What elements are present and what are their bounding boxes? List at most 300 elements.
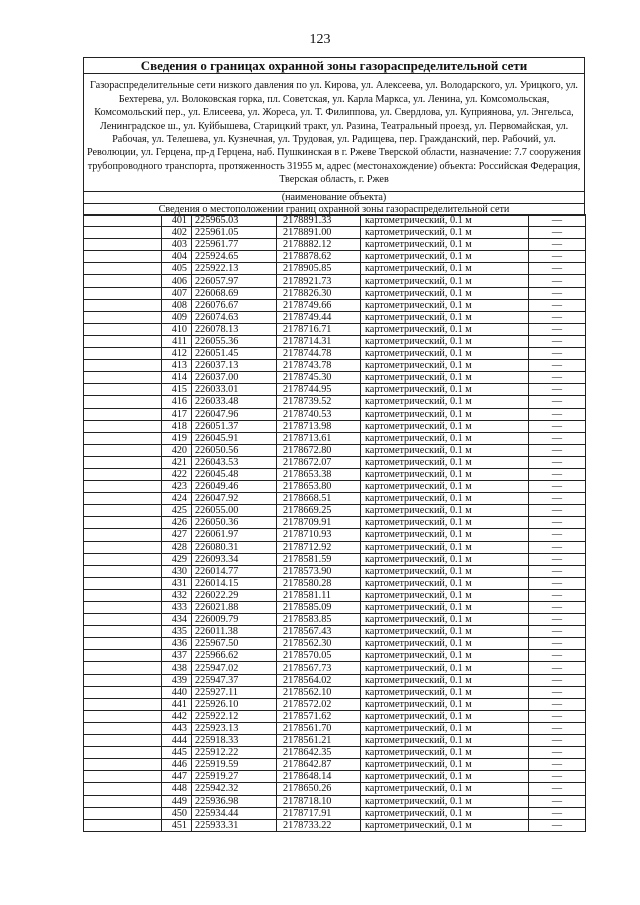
description-cell: — [529,541,586,553]
method-cell: картометрический, 0.1 м [361,698,529,710]
x-coordinate-cell: 226057.97 [192,275,277,287]
method-cell: картометрический, 0.1 м [361,686,529,698]
point-number-cell: 419 [162,432,192,444]
table-row [84,638,586,650]
point-number-cell: 418 [162,420,192,432]
description-cell: — [529,589,586,601]
table-row [84,735,586,747]
point-number-cell: 449 [162,795,192,807]
description-cell: — [529,577,586,589]
point-number-cell: 436 [162,638,192,650]
description-cell: — [529,505,586,517]
method-cell: картометрический, 0.1 м [361,311,529,323]
method-cell: картометрический, 0.1 м [361,553,529,565]
method-cell: картометрический, 0.1 м [361,735,529,747]
description-cell: — [529,759,586,771]
x-coordinate-cell: 225919.59 [192,759,277,771]
y-coordinate-cell: 2178745.30 [277,372,361,384]
x-coordinate-cell: 226051.37 [192,420,277,432]
x-coordinate-cell: 225936.98 [192,795,277,807]
table-row [84,517,586,529]
blank-cell [84,614,162,626]
blank-cell [84,771,162,783]
y-coordinate-cell: 2178921.73 [277,275,361,287]
table-row [84,807,586,819]
point-number-cell: 442 [162,710,192,722]
y-coordinate-cell: 2178709.91 [277,517,361,529]
method-cell: картометрический, 0.1 м [361,747,529,759]
description-cell: — [529,396,586,408]
x-coordinate-cell: 225961.05 [192,227,277,239]
table-row [84,589,586,601]
table-row [84,348,586,360]
blank-cell [84,565,162,577]
table-row [84,626,586,638]
point-number-cell: 433 [162,602,192,614]
description-cell: — [529,227,586,239]
table-row [84,650,586,662]
y-coordinate-cell: 2178669.25 [277,505,361,517]
y-coordinate-cell: 2178712.92 [277,541,361,553]
blank-cell [84,348,162,360]
x-coordinate-cell: 225961.77 [192,239,277,251]
x-coordinate-cell: 226021.88 [192,602,277,614]
x-coordinate-cell: 226047.92 [192,493,277,505]
method-cell: картометрический, 0.1 м [361,432,529,444]
blank-cell [84,360,162,372]
description-cell: — [529,384,586,396]
table-row [84,263,586,275]
table-row [84,420,586,432]
description-cell: — [529,517,586,529]
table-row [84,215,586,227]
x-coordinate-cell: 225919.27 [192,771,277,783]
x-coordinate-cell: 226050.36 [192,517,277,529]
blank-cell [84,553,162,565]
y-coordinate-cell: 2178573.90 [277,565,361,577]
y-coordinate-cell: 2178672.07 [277,456,361,468]
point-number-cell: 414 [162,372,192,384]
x-coordinate-cell: 225933.31 [192,819,277,831]
description-cell: — [529,722,586,734]
blank-cell [84,335,162,347]
method-cell: картометрический, 0.1 м [361,505,529,517]
description-cell: — [529,239,586,251]
table-row [84,747,586,759]
point-number-cell: 451 [162,819,192,831]
point-number-cell: 448 [162,783,192,795]
method-cell: картометрический, 0.1 м [361,795,529,807]
x-coordinate-cell: 225927.11 [192,686,277,698]
point-number-cell: 438 [162,662,192,674]
table-row [84,299,586,311]
y-coordinate-cell: 2178713.98 [277,420,361,432]
blank-cell [84,384,162,396]
blank-cell [84,722,162,734]
description-cell: — [529,335,586,347]
location-caption: Сведения о местоположении границ охранной зоны газораспределительной сети [84,204,585,216]
point-number-cell: 440 [162,686,192,698]
description-cell: — [529,299,586,311]
x-coordinate-cell: 225967.50 [192,638,277,650]
blank-cell [84,493,162,505]
blank-cell [84,662,162,674]
description-cell: — [529,614,586,626]
description-cell: — [529,275,586,287]
description-cell: — [529,771,586,783]
y-coordinate-cell: 2178744.78 [277,348,361,360]
x-coordinate-cell: 226061.97 [192,529,277,541]
y-coordinate-cell: 2178716.71 [277,323,361,335]
description-cell: — [529,215,586,227]
description-cell: — [529,493,586,505]
y-coordinate-cell: 2178580.28 [277,577,361,589]
method-cell: картометрический, 0.1 м [361,468,529,480]
y-coordinate-cell: 2178642.35 [277,747,361,759]
table-row [84,360,586,372]
description-cell: — [529,420,586,432]
point-number-cell: 416 [162,396,192,408]
table-row [84,456,586,468]
method-cell: картометрический, 0.1 м [361,771,529,783]
point-number-cell: 415 [162,384,192,396]
point-number-cell: 417 [162,408,192,420]
x-coordinate-cell: 226080.31 [192,541,277,553]
point-number-cell: 447 [162,771,192,783]
x-coordinate-cell: 226055.36 [192,335,277,347]
x-coordinate-cell: 225947.02 [192,662,277,674]
table-row [84,493,586,505]
description-cell: — [529,553,586,565]
description-cell: — [529,626,586,638]
table-row [84,239,586,251]
point-number-cell: 403 [162,239,192,251]
method-cell: картометрический, 0.1 м [361,481,529,493]
x-coordinate-cell: 226011.38 [192,626,277,638]
method-cell: картометрический, 0.1 м [361,323,529,335]
point-number-cell: 427 [162,529,192,541]
x-coordinate-cell: 226068.69 [192,287,277,299]
y-coordinate-cell: 2178668.51 [277,493,361,505]
description-cell: — [529,311,586,323]
method-cell: картометрический, 0.1 м [361,710,529,722]
y-coordinate-cell: 2178882.12 [277,239,361,251]
point-number-cell: 422 [162,468,192,480]
coordinates-body [84,215,586,832]
blank-cell [84,432,162,444]
method-cell: картометрический, 0.1 м [361,239,529,251]
table-row [84,468,586,480]
y-coordinate-cell: 2178642.87 [277,759,361,771]
description-cell: — [529,529,586,541]
point-number-cell: 426 [162,517,192,529]
blank-cell [84,311,162,323]
point-number-cell: 410 [162,323,192,335]
table-row [84,323,586,335]
x-coordinate-cell: 225912.22 [192,747,277,759]
description-cell: — [529,783,586,795]
method-cell: картометрический, 0.1 м [361,444,529,456]
table-row [84,771,586,783]
method-cell: картометрический, 0.1 м [361,456,529,468]
blank-cell [84,807,162,819]
x-coordinate-cell: 226037.13 [192,360,277,372]
description-cell: — [529,323,586,335]
method-cell: картометрический, 0.1 м [361,215,529,227]
point-number-cell: 404 [162,251,192,263]
description-cell: — [529,481,586,493]
x-coordinate-cell: 225923.13 [192,722,277,734]
x-coordinate-cell: 225934.44 [192,807,277,819]
blank-cell [84,420,162,432]
blank-cell [84,795,162,807]
x-coordinate-cell: 226043.53 [192,456,277,468]
description-cell: — [529,287,586,299]
point-number-cell: 411 [162,335,192,347]
description-cell: — [529,795,586,807]
table-row [84,698,586,710]
x-coordinate-cell: 225922.13 [192,263,277,275]
point-number-cell: 423 [162,481,192,493]
description-cell: — [529,710,586,722]
blank-cell [84,602,162,614]
method-cell: картометрический, 0.1 м [361,662,529,674]
object-description: Газораспределительные сети низкого давления по ул. Кирова, ул. Алексеева, ул. Володарского, ул. Урицкого, ул. Бехтерева, ул. Волоковская горка, пл. Советская, ул. Карла Маркса, ул. Ленина, ул. Комсомольская, Комсомольский пер., ул. Елисеева, ул. Жореса, ул. Т. Филиппова, ул. Свердлова, ул. Куприянова, ул. Энгельса, Ленинградское ш., ул. Куйбышева, Старицкий тракт, ул. Разина, Театральный проезд, ул. Первомайская, ул. Рабочая, ул. Телешева, ул. Кузнечная, ул. Трудовая, ул. Радищева, пер. Гражданский, пер. Рабочий, ул. Революции, ул. Герцена, пр-д Герцена, наб. Пушкинская в г. Ржеве Тверской области, назначение: 7.7 сооружения трубопроводного транспорта, протяженность 31955 м, адрес (местонахождение) объекта: Российская Федерация, Тверская область, г. Ржев [84,74,585,192]
description-cell: — [529,698,586,710]
y-coordinate-cell: 2178891.00 [277,227,361,239]
blank-cell [84,650,162,662]
point-number-cell: 431 [162,577,192,589]
point-number-cell: 420 [162,444,192,456]
method-cell: картометрический, 0.1 м [361,251,529,263]
description-cell: — [529,735,586,747]
x-coordinate-cell: 226076.67 [192,299,277,311]
point-number-cell: 439 [162,674,192,686]
y-coordinate-cell: 2178739.52 [277,396,361,408]
x-coordinate-cell: 226049.46 [192,481,277,493]
x-coordinate-cell: 226050.56 [192,444,277,456]
y-coordinate-cell: 2178562.30 [277,638,361,650]
point-number-cell: 401 [162,215,192,227]
x-coordinate-cell: 226093.34 [192,553,277,565]
blank-cell [84,686,162,698]
y-coordinate-cell: 2178571.62 [277,710,361,722]
blank-cell [84,251,162,263]
table-row [84,335,586,347]
x-coordinate-cell: 225922.12 [192,710,277,722]
x-coordinate-cell: 226055.00 [192,505,277,517]
method-cell: картометрический, 0.1 м [361,360,529,372]
x-coordinate-cell: 226045.91 [192,432,277,444]
y-coordinate-cell: 2178567.73 [277,662,361,674]
y-coordinate-cell: 2178672.80 [277,444,361,456]
description-cell: — [529,360,586,372]
method-cell: картометрический, 0.1 м [361,819,529,831]
method-cell: картометрический, 0.1 м [361,565,529,577]
y-coordinate-cell: 2178744.95 [277,384,361,396]
y-coordinate-cell: 2178710.93 [277,529,361,541]
method-cell: картометрический, 0.1 м [361,517,529,529]
method-cell: картометрический, 0.1 м [361,614,529,626]
point-number-cell: 424 [162,493,192,505]
method-cell: картометрический, 0.1 м [361,275,529,287]
point-number-cell: 402 [162,227,192,239]
y-coordinate-cell: 2178581.11 [277,589,361,601]
blank-cell [84,577,162,589]
table-row [84,674,586,686]
description-cell: — [529,408,586,420]
y-coordinate-cell: 2178572.02 [277,698,361,710]
table-row [84,553,586,565]
point-number-cell: 430 [162,565,192,577]
table-row [84,287,586,299]
table-row [84,275,586,287]
description-cell: — [529,662,586,674]
blank-cell [84,263,162,275]
blank-cell [84,215,162,227]
description-cell: — [529,602,586,614]
point-number-cell: 413 [162,360,192,372]
y-coordinate-cell: 2178653.80 [277,481,361,493]
table-row [84,444,586,456]
table-row [84,227,586,239]
y-coordinate-cell: 2178581.59 [277,553,361,565]
method-cell: картометрический, 0.1 м [361,650,529,662]
object-name-caption: (наименование объекта) [84,192,585,204]
method-cell: картометрический, 0.1 м [361,626,529,638]
table-row [84,481,586,493]
blank-cell [84,759,162,771]
blank-cell [84,505,162,517]
description-cell: — [529,747,586,759]
x-coordinate-cell: 225942.32 [192,783,277,795]
point-number-cell: 429 [162,553,192,565]
method-cell: картометрический, 0.1 м [361,783,529,795]
table-row [84,602,586,614]
table-row [84,408,586,420]
x-coordinate-cell: 225947.37 [192,674,277,686]
y-coordinate-cell: 2178583.85 [277,614,361,626]
description-cell: — [529,638,586,650]
blank-cell [84,396,162,408]
method-cell: картометрический, 0.1 м [361,372,529,384]
point-number-cell: 435 [162,626,192,638]
x-coordinate-cell: 226009.79 [192,614,277,626]
x-coordinate-cell: 226078.13 [192,323,277,335]
blank-cell [84,408,162,420]
method-cell: картометрический, 0.1 м [361,263,529,275]
table-row [84,662,586,674]
point-number-cell: 444 [162,735,192,747]
y-coordinate-cell: 2178718.10 [277,795,361,807]
point-number-cell: 409 [162,311,192,323]
point-number-cell: 407 [162,287,192,299]
blank-cell [84,589,162,601]
point-number-cell: 406 [162,275,192,287]
method-cell: картометрический, 0.1 м [361,335,529,347]
blank-cell [84,299,162,311]
x-coordinate-cell: 226033.01 [192,384,277,396]
y-coordinate-cell: 2178650.26 [277,783,361,795]
table-row [84,614,586,626]
y-coordinate-cell: 2178826.30 [277,287,361,299]
description-cell: — [529,251,586,263]
y-coordinate-cell: 2178564.02 [277,674,361,686]
y-coordinate-cell: 2178891.33 [277,215,361,227]
description-cell: — [529,468,586,480]
blank-cell [84,783,162,795]
x-coordinate-cell: 226014.15 [192,577,277,589]
description-cell: — [529,372,586,384]
method-cell: картометрический, 0.1 м [361,396,529,408]
point-number-cell: 408 [162,299,192,311]
description-cell: — [529,819,586,831]
method-cell: картометрический, 0.1 м [361,589,529,601]
page-number: 123 [309,32,331,47]
x-coordinate-cell: 225924.65 [192,251,277,263]
y-coordinate-cell: 2178570.05 [277,650,361,662]
section-title: Сведения о границах охранной зоны газораспределительной сети [84,58,585,74]
method-cell: картометрический, 0.1 м [361,722,529,734]
header-table [83,57,585,216]
x-coordinate-cell: 226051.45 [192,348,277,360]
blank-cell [84,638,162,650]
blank-cell [84,456,162,468]
x-coordinate-cell: 226074.63 [192,311,277,323]
description-cell: — [529,432,586,444]
y-coordinate-cell: 2178585.09 [277,602,361,614]
point-number-cell: 443 [162,722,192,734]
y-coordinate-cell: 2178740.53 [277,408,361,420]
y-coordinate-cell: 2178717.91 [277,807,361,819]
table-row [84,251,586,263]
method-cell: картометрический, 0.1 м [361,287,529,299]
y-coordinate-cell: 2178743.78 [277,360,361,372]
blank-cell [84,541,162,553]
blank-cell [84,444,162,456]
description-cell: — [529,807,586,819]
blank-cell [84,468,162,480]
point-number-cell: 434 [162,614,192,626]
point-number-cell: 441 [162,698,192,710]
y-coordinate-cell: 2178905.85 [277,263,361,275]
table-row [84,311,586,323]
table-row [84,795,586,807]
y-coordinate-cell: 2178562.10 [277,686,361,698]
blank-cell [84,735,162,747]
blank-cell [84,626,162,638]
description-cell: — [529,348,586,360]
table-row [84,783,586,795]
description-cell: — [529,674,586,686]
x-coordinate-cell: 226045.48 [192,468,277,480]
table-row [84,759,586,771]
point-number-cell: 437 [162,650,192,662]
point-number-cell: 412 [162,348,192,360]
y-coordinate-cell: 2178561.70 [277,722,361,734]
y-coordinate-cell: 2178648.14 [277,771,361,783]
y-coordinate-cell: 2178733.22 [277,819,361,831]
table-row [84,819,586,831]
x-coordinate-cell: 226047.96 [192,408,277,420]
method-cell: картометрический, 0.1 м [361,493,529,505]
y-coordinate-cell: 2178749.66 [277,299,361,311]
method-cell: картометрический, 0.1 м [361,227,529,239]
blank-cell [84,819,162,831]
table-row [84,529,586,541]
x-coordinate-cell: 225926.10 [192,698,277,710]
point-number-cell: 446 [162,759,192,771]
